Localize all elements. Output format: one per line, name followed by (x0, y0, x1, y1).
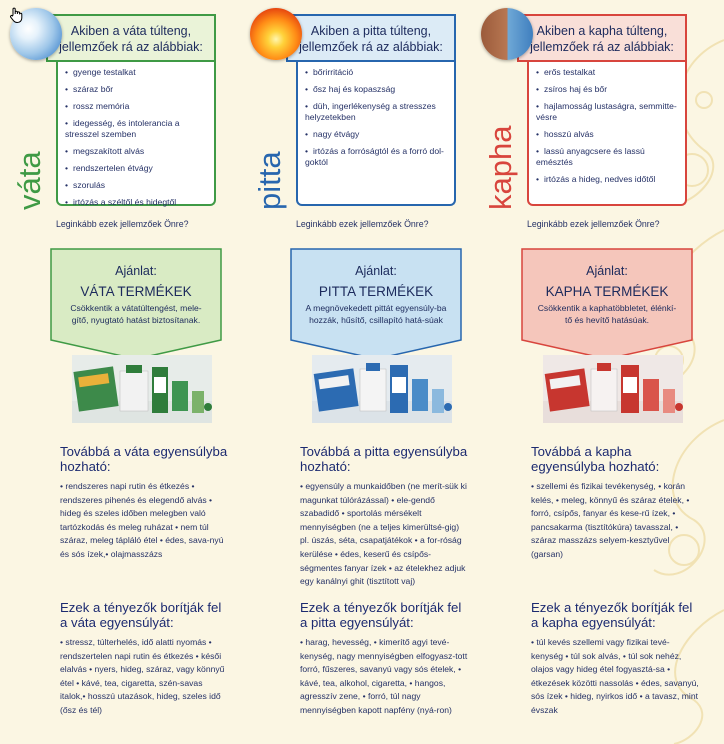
pitta-disturb-section (300, 600, 470, 718)
pitta-rec-name: PITTA TERMÉKEK (318, 284, 434, 299)
pitta-header (286, 14, 456, 62)
vata-balance-section (60, 444, 230, 562)
pitta-balance-title: Továbbá a pitta egyensúlyba hozható: (300, 444, 468, 474)
list-item: • rendszertelen étvágy (65, 163, 208, 174)
list-item: • nagy étvágy (305, 129, 448, 140)
pitta-side-label (248, 64, 290, 214)
list-item: • hajlamosság lustaságra, semmitte-vésre (536, 101, 679, 123)
list-item: • zsíros haj és bőr (536, 84, 679, 95)
vata-traits-list (65, 67, 208, 208)
vata-header-line2: jellemzőek rá az alábbiak: (59, 40, 203, 54)
kapha-header-line2: jellemzőek rá az alábbiak: (530, 40, 674, 54)
pitta-header-line1: Akiben a pitta túlteng, (310, 24, 432, 38)
pitta-question: Leginkább ezek jellemzőek Önre? (296, 219, 429, 229)
kapha-traits-box (527, 62, 687, 206)
list-item: • bőrirritáció (305, 67, 448, 78)
vata-disturb-text: • stressz, túlterhelés, idő alatti nyomás • rendszertelen napi rutin és étkezés • késői elalvás • nyers, hideg, száraz, vagy könnyű étel • kávé, tea, cigaretta, szén-savas italok,• hosszú utazások, hideg, szeles idő (ősz és tél) (60, 637, 225, 715)
kapha-products-photo (543, 355, 683, 423)
vata-traits-box (56, 62, 216, 206)
pitta-header-line2: jellemzőek rá az alábbiak: (299, 40, 443, 54)
kapha-disturb-title: Ezek a tényezők borítják fel a kapha egyensúlyát: (531, 600, 693, 630)
vata-rec-name: VÁTA TERMÉKEK (80, 284, 192, 299)
kapha-side-text: kapha (483, 125, 518, 210)
pitta-disturb-title: Ezek a tényezők borítják fel a pitta egyensúlyát: (300, 600, 462, 630)
kapha-balance-text: • szellemi és fizikai tevékenység, • korán kelés, • meleg, könnyű és száraz ételek, • forró, csípős, fanyar és kese-rű ízek, • pancsakarma (tisztítókúra) tavasszal, • száraz masszázs selyem-kesztyűvel (garsan) (531, 481, 690, 559)
vata-header-line1: Akiben a váta túlteng, (70, 24, 192, 38)
list-item: • lassú anyagcsere és lassú emésztés (536, 146, 679, 168)
vata-products-photo (72, 355, 212, 423)
list-item: • rossz memória (65, 101, 208, 112)
vata-disturb-title: Ezek a tényezők borítják fel a váta egyensúlyát: (60, 600, 222, 630)
list-item: • düh, ingerlékenység a stresszes helyzetekben (305, 101, 448, 123)
vata-column (10, 0, 226, 744)
pitta-disturb-text: • harag, hevesség, • kimerítő agyi tevé-kenység, nagy mennyiségben elfogyasz-tott forró, fűszeres, savanyú vagy sós ételek, • kávé, tea, alkohol, cigaretta, • hangos, agresszív zene, • forró, túl nagy mennyiségben kapott napfény (nyá-ron) (300, 637, 468, 715)
kapha-rec-title: Ajánlat: (586, 264, 628, 278)
kapha-disturb-section (531, 600, 701, 718)
pitta-traits-box (296, 62, 456, 206)
kapha-side-label (479, 64, 521, 214)
pitta-side-text: pitta (252, 151, 287, 210)
vata-rec-text: Csökkentik a vátatúltengést, mele-gítő, nyugtató hatást biztosítanak. (70, 303, 202, 325)
list-item: • idegesség, és intolerancia a stresszel szemben (65, 118, 208, 140)
vata-balance-title: Továbbá a váta egyensúlyba hozható: (60, 444, 228, 474)
list-item: • ősz haj és kopaszság (305, 84, 448, 95)
cursor (8, 6, 26, 24)
vata-side-text: váta (12, 151, 47, 210)
vata-header (46, 14, 216, 62)
pitta-rec-text: A megnövekedett pittát egyensúly-ba hozzák, hűsítő, csillapító hatá-súak (305, 303, 447, 325)
kapha-earth-water-image (481, 8, 533, 60)
kapha-header-line1: Akiben a kapha túlteng, (536, 24, 668, 38)
list-item: • szorulás (65, 180, 208, 191)
kapha-rec-text: Csökkentik a kaphatöbbletet, élénkí-tő és hevítő hatásúak. (537, 303, 677, 325)
pitta-column (250, 0, 466, 744)
pitta-rec-title: Ajánlat: (355, 264, 397, 278)
kapha-rec-name: KAPHA TERMÉKEK (545, 284, 669, 299)
pitta-balance-text: • egyensúly a munkaidőben (ne merít-sük ki magunkat túlórázással) • ele-gendő szabadidő • sportolás mérsékelt mennyiségben (ne a teljes kimerültsé-gig) pl. úszás, séta, csapatjátékok • a for-róság kerülése • édes, keserű és csípős-ségmentes fanyar ízek • az ételekhez adjuk egy kanálnyi ghit (tisztított vaj) (300, 481, 467, 587)
kapha-header (517, 14, 687, 62)
pitta-fire-image (250, 8, 302, 60)
kapha-traits-list (536, 67, 679, 185)
list-item: • irtózás a hideg, nedves időtől (536, 174, 679, 185)
kapha-recommendation (521, 248, 693, 360)
list-item: • gyenge testalkat (65, 67, 208, 78)
hand-pointer-icon (8, 6, 26, 24)
list-item: • száraz bőr (65, 84, 208, 95)
vata-disturb-section (60, 600, 230, 718)
kapha-question: Leginkább ezek jellemzőek Önre? (527, 219, 660, 229)
vata-recommendation (50, 248, 222, 360)
pitta-traits-list (305, 67, 448, 168)
list-item: • megszakított alvás (65, 146, 208, 157)
kapha-balance-title: Továbbá a kapha egyensúlyba hozható: (531, 444, 660, 474)
pitta-recommendation (290, 248, 462, 360)
list-item: • irtózás a forróságtól és a forró dol-goktól (305, 146, 448, 168)
vata-balance-text: • rendszeres napi rutin és étkezés • rendszeres pihenés és elegendő alvás • hideg és szeles időben melegben való tartózkodás és meleg ruházat • nem túl száraz, meleg tápláló étel • édes, sava-nyú és sós ízek,• olajmasszázs (60, 481, 224, 559)
pitta-balance-section (300, 444, 470, 589)
list-item: • hosszú alvás (536, 129, 679, 140)
pitta-products-photo (312, 355, 452, 423)
list-item: • erős testalkat (536, 67, 679, 78)
vata-question: Leginkább ezek jellemzőek Önre? (56, 219, 189, 229)
list-item: • irtózás a széltől és hidegtől (65, 197, 208, 208)
vata-side-label (8, 64, 50, 214)
vata-rec-title: Ajánlat: (115, 264, 157, 278)
kapha-column (481, 0, 697, 744)
kapha-balance-section (531, 444, 701, 562)
kapha-disturb-text: • túl kevés szellemi vagy fizikai tevé-kenység • túl sok alvás, • túl sok nehéz, olajos vagy hideg étel fogyasztá-sa • étkezések közötti nassolás • édes, savanyú, sós ízek • hideg, nyirkos idő • a tavasz, mint évszak (531, 637, 699, 715)
